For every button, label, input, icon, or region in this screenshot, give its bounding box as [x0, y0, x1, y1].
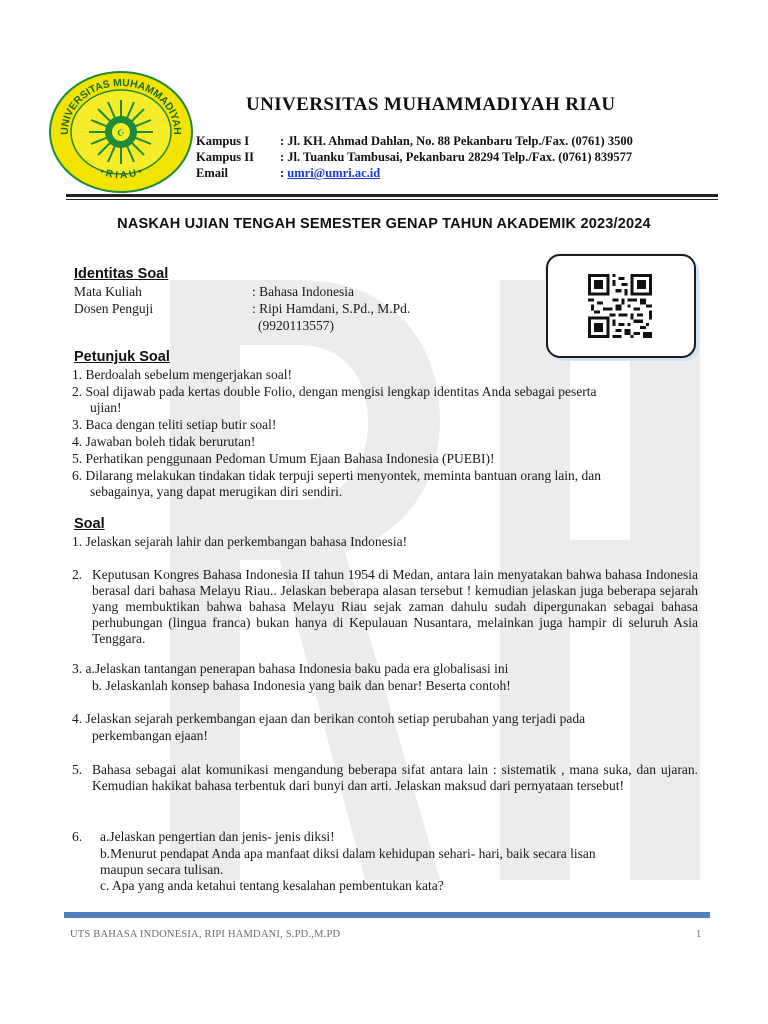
- question-4-line-2: perkembangan ejaan!: [92, 728, 208, 743]
- umri-logo: [48, 70, 194, 194]
- question-6c: c. Apa yang anda ketahui tentang kesalahan pembentukan kata?: [100, 878, 444, 893]
- footer-text: UTS BAHASA INDONESIA, RIPI HAMDANI, S.PD.,M.PD: [70, 929, 341, 940]
- header-rule-thin: [66, 199, 718, 200]
- dosen-label: Dosen Penguji: [74, 301, 154, 316]
- question-2-text: Keputusan Kongres Bahasa Indonesia II tahun 1954 di Medan, antara lain menyatakan bahwa bahasa Indonesia berasal dari bahasa Melayu Riau.. Jelaskan beberapa alasan tersebut ! kemudian jelaskan juga beberapa sejarah yang membuktikan bahwa bahasa Melayu Riau sejak zaman dahulu sudah dipergunakan sebagai bahasa perhubungan (lingua franca) bukan hanya di Kepulauan Nusantara, melainkan juga hampir di seluruh Asia Tenggara.: [92, 567, 698, 646]
- campus-1-address: [196, 134, 633, 149]
- mata-kuliah-label: Mata Kuliah: [74, 284, 142, 299]
- page-number: 1: [696, 929, 702, 940]
- question-6b-line-1: b.Menurut pendapat Anda apa manfaat diksi dalam kehidupan sehari- hari, baik secara lisan: [100, 846, 596, 861]
- question-3a: 3. a.Jelaskan tantangan penerapan bahasa Indonesia baku pada era globalisasi ini: [72, 661, 509, 676]
- university-name: UNIVERSITAS MUHAMMADIYAH RIAU: [246, 94, 616, 115]
- petunjuk-item-cont: sebagainya, yang dapat merugikan diri sendiri.: [90, 484, 343, 499]
- mata-kuliah-value: : Bahasa Indonesia: [252, 284, 354, 299]
- exam-title: NASKAH UJIAN TENGAH SEMESTER GENAP TAHUN AKADEMIK 2023/2024: [117, 216, 651, 232]
- question-4-line-1: 4. Jelaskan sejarah perkembangan ejaan dan berikan contoh setiap perubahan yang terjadi pada: [72, 711, 586, 726]
- petunjuk-item: 4. Jawaban boleh tidak berurutan!: [72, 434, 256, 449]
- question-6a: a.Jelaskan pengertian dan jenis- jenis diksi!: [100, 829, 335, 844]
- campus-2-address: [196, 150, 632, 165]
- svg-text:• R I A U •: • R I A U •: [98, 166, 144, 182]
- question-6b-line-2: maupun secara tulisan.: [100, 862, 224, 877]
- campus-1-label: Kampus I: [196, 134, 250, 148]
- svg-text:UNIVERSITAS MUHAMMADIYAH: UNIVERSITAS MUHAMMADIYAH: [58, 76, 184, 135]
- campus-1-text: : Jl. KH. Ahmad Dahlan, No. 88 Pekanbaru Telp./Fax. (0761) 3500: [280, 134, 633, 148]
- soal-heading: Soal: [74, 516, 105, 532]
- identitas-heading: Identitas Soal: [74, 266, 169, 282]
- petunjuk-item: 6. Dilarang melakukan tindakan tidak terpuji seperti menyontek, meminta bantuan orang lain, dan: [72, 468, 601, 483]
- footer-bar: [64, 912, 710, 918]
- question-1: 1. Jelaskan sejarah lahir dan perkembangan bahasa Indonesia!: [72, 534, 408, 549]
- campus-2-label: Kampus II: [196, 150, 255, 164]
- petunjuk-item: 1. Berdoalah sebelum mengerjakan soal!: [72, 367, 293, 382]
- dosen-id: (9920113557): [258, 318, 334, 333]
- petunjuk-item-cont: ujian!: [90, 400, 122, 415]
- qr-code-frame: [546, 254, 696, 358]
- campus-2-text: : Jl. Tuanku Tambusai, Pekanbaru 28294 Telp./Fax. (0761) 839577: [280, 150, 633, 164]
- dosen-value: : Ripi Hamdani, S.Pd., M.Pd.: [252, 301, 411, 316]
- petunjuk-item: 2. Soal dijawab pada kertas double Folio, dengan mengisi lengkap identitas Anda sebagai peserta: [72, 384, 597, 399]
- email-line: [196, 166, 380, 181]
- email-colon: :: [280, 166, 285, 180]
- question-5-number: 5.: [72, 762, 83, 777]
- question-5-text: Bahasa sebagai alat komunikasi mengandung beberapa sifat antara lain : sistematik , mana suka, dan ujaran. Kemudian hakikat bahasa terbentuk dari bunyi dan arti. Jelaskan maksud dari pernyataan tersebut!: [92, 762, 698, 793]
- question-6-number: 6.: [72, 829, 83, 844]
- email-label: Email: [196, 166, 228, 180]
- header-rule-thick: [66, 194, 718, 197]
- email-link[interactable]: umri@umri.ac.id: [287, 166, 381, 180]
- qr-code-icon: [586, 274, 654, 338]
- petunjuk-item: 5. Perhatikan penggunaan Pedoman Umum Ejaan Bahasa Indonesia (PUEBI)!: [72, 451, 495, 466]
- svg-text:☪: ☪: [116, 129, 126, 139]
- question-3b: b. Jelaskanlah konsep bahasa Indonesia yang baik dan benar! Beserta contoh!: [92, 678, 511, 693]
- question-2-number: 2.: [72, 567, 83, 582]
- petunjuk-heading: Petunjuk Soal: [74, 349, 170, 365]
- petunjuk-item: 3. Baca dengan teliti setiap butir soal!: [72, 417, 277, 432]
